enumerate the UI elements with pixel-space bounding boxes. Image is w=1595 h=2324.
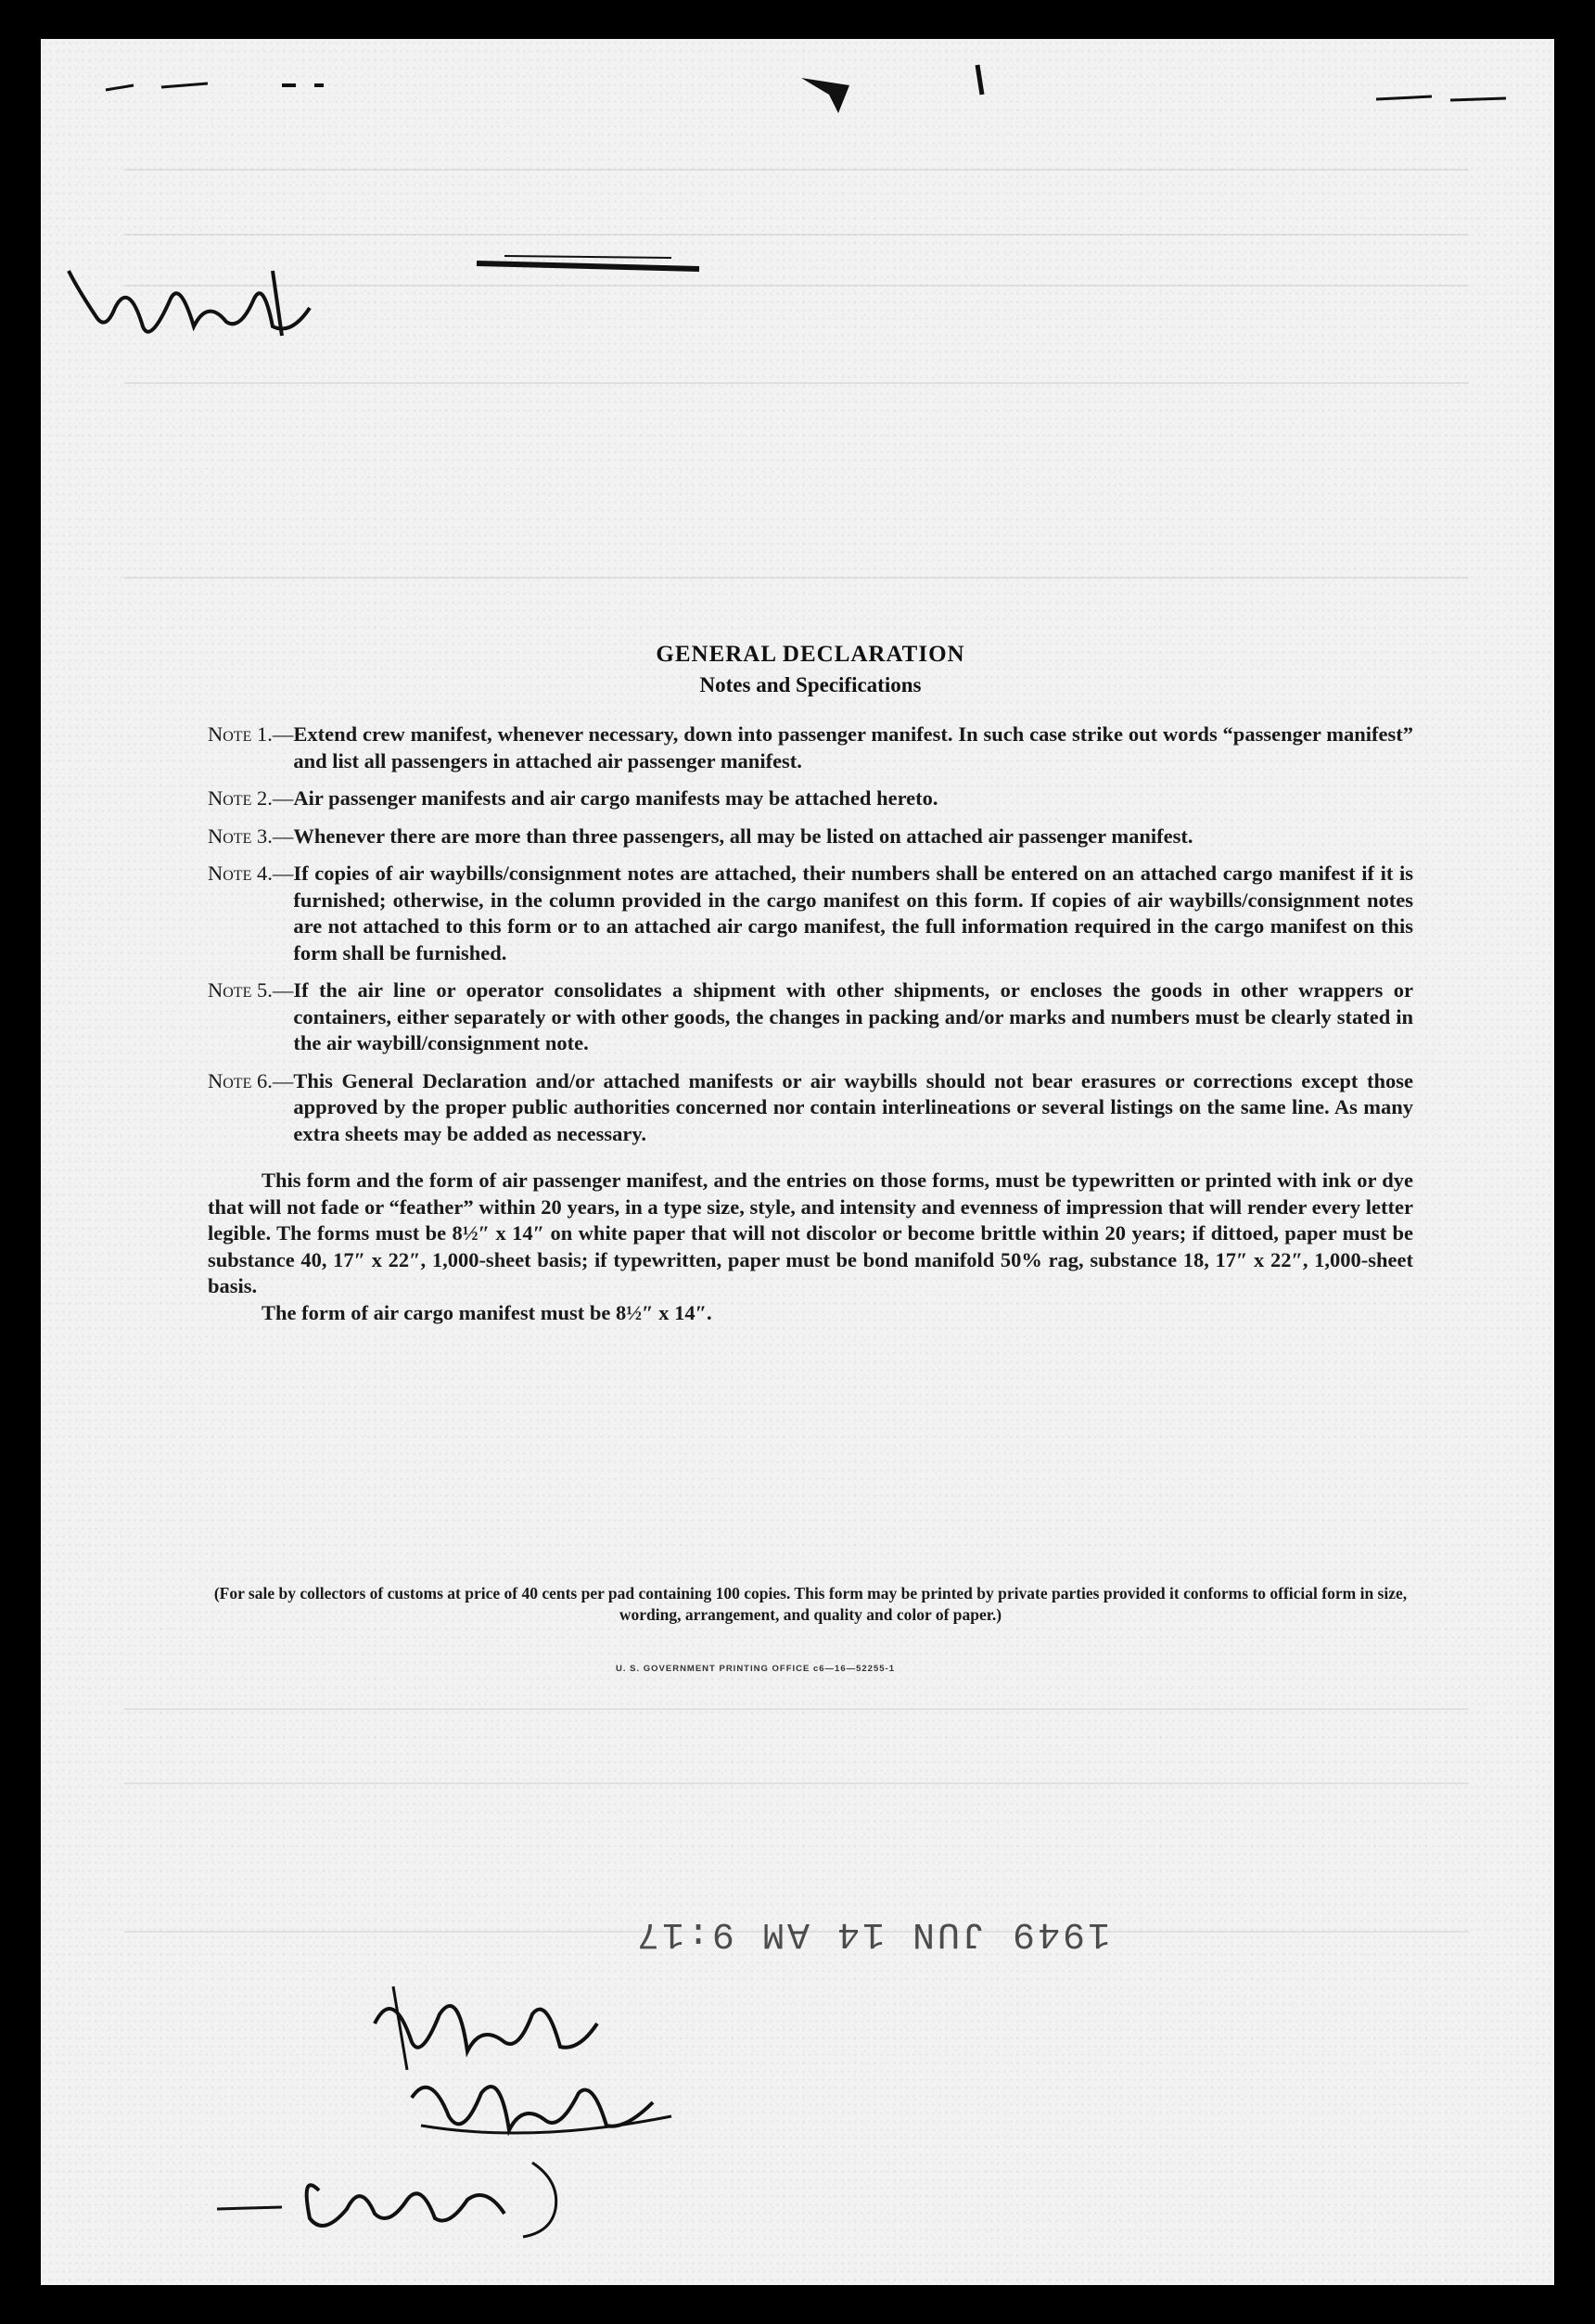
cargo-manifest-size-line: The form of air cargo manifest must be 8½″ x 14″. — [262, 1300, 712, 1324]
note-label: Note 6. — [208, 1068, 273, 1092]
signature-lower-3 — [208, 2144, 616, 2246]
note-5 — [208, 977, 1413, 1057]
bleed-through-rule — [124, 382, 1469, 384]
note-text: This General Declaration and/or attached manifests or air waybills should not bear erasures or corrections except those approved by the proper public authorities concerned nor contain interlineations or several listings on the same line. As many extra sheets may be added as necessary. — [293, 1068, 1413, 1145]
received-date-stamp: 1949 JUN 14 AM 9:17 — [634, 1912, 1111, 1954]
bleed-through-rule — [124, 577, 1469, 579]
printer-imprint: U. S. GOVERNMENT PRINTING OFFICE c6—16—52255-1 — [616, 1664, 895, 1674]
document-title: GENERAL DECLARATION — [656, 642, 965, 667]
note-label: Note 3. — [208, 824, 273, 848]
note-6 — [208, 1068, 1413, 1148]
bleed-through-rule — [124, 1708, 1469, 1710]
note-dash: — — [272, 722, 294, 746]
note-text: If the air line or operator consolidates a shipment with other shipments, or encloses the goods in other wrappers or containers, either separately or with other goods, the changes in packing and/or marks and numbers must be clearly stated in the air waybill/consignment note. — [293, 978, 1413, 1054]
signature-lower-2 — [393, 2051, 690, 2153]
note-label: Note 5. — [208, 978, 273, 1002]
note-dash: — — [272, 786, 294, 810]
note-label: Note 4. — [208, 862, 273, 885]
specification-paragraph: This form and the form of air passenger manifest, and the entries on those forms, must be typewritten or printed with ink or dye that will not fade or “feather” within 20 years, in a type size, style, and intensity and evenness of impression that will render every letter legible. The forms must be 8½″ x 14″ on white paper that will not discolor or become brittle within 20 years; if dittoed, paper must be substance 40, 17″ x 22″, 1,000-sheet basis; if typewritten, paper must be bond manifold 50% rag, substance 18, 17″ x 22″, 1,000-sheet basis. — [208, 1168, 1413, 1297]
note-dash: — — [272, 862, 294, 885]
note-text: Air passenger manifests and air cargo manifests may be attached hereto. — [293, 786, 938, 810]
strike-bar — [467, 243, 708, 280]
note-1 — [208, 721, 1413, 774]
note-dash: — — [272, 978, 294, 1002]
document-page — [41, 39, 1554, 2285]
bleed-through-rule — [124, 169, 1469, 171]
bleed-through-rule — [124, 234, 1469, 236]
note-text: Extend crew manifest, whenever necessary, down into passenger manifest. In such case strike out words “passenger manifest” and list all passengers in attached air passenger manifest. — [293, 722, 1413, 773]
notes-section — [208, 642, 1413, 1326]
bleed-through-rule — [124, 1782, 1469, 1784]
sale-notice: (For sale by collectors of customs at price of 40 cents per pad containing 100 copies. This form may be printed by private parties provided it conforms to official form in size, wording, arrangement, and quality and color of paper.) — [213, 1584, 1408, 1624]
note-text: If copies of air waybills/consignment notes are attached, their numbers shall be entered on an attached cargo manifest if it is furnished; otherwise, in the column provided in the cargo manifest on this form. If copies of air waybills/consignment notes are not attached to this form or to an attached air cargo manifest, the full information required in the cargo manifest on this form shall be furnished. — [293, 862, 1413, 964]
note-label: Note 1. — [208, 722, 273, 746]
note-dash: — — [272, 1068, 294, 1092]
note-text: Whenever there are more than three passengers, all may be listed on attached air passenger manifest. — [293, 824, 1193, 848]
note-2 — [208, 785, 1413, 812]
note-4 — [208, 861, 1413, 966]
note-3 — [208, 824, 1413, 850]
signature-top-left — [41, 243, 338, 354]
note-dash: — — [272, 824, 294, 848]
note-label: Note 2. — [208, 786, 273, 810]
document-subtitle: Notes and Specifications — [699, 673, 922, 696]
scan-marks — [96, 57, 1543, 132]
